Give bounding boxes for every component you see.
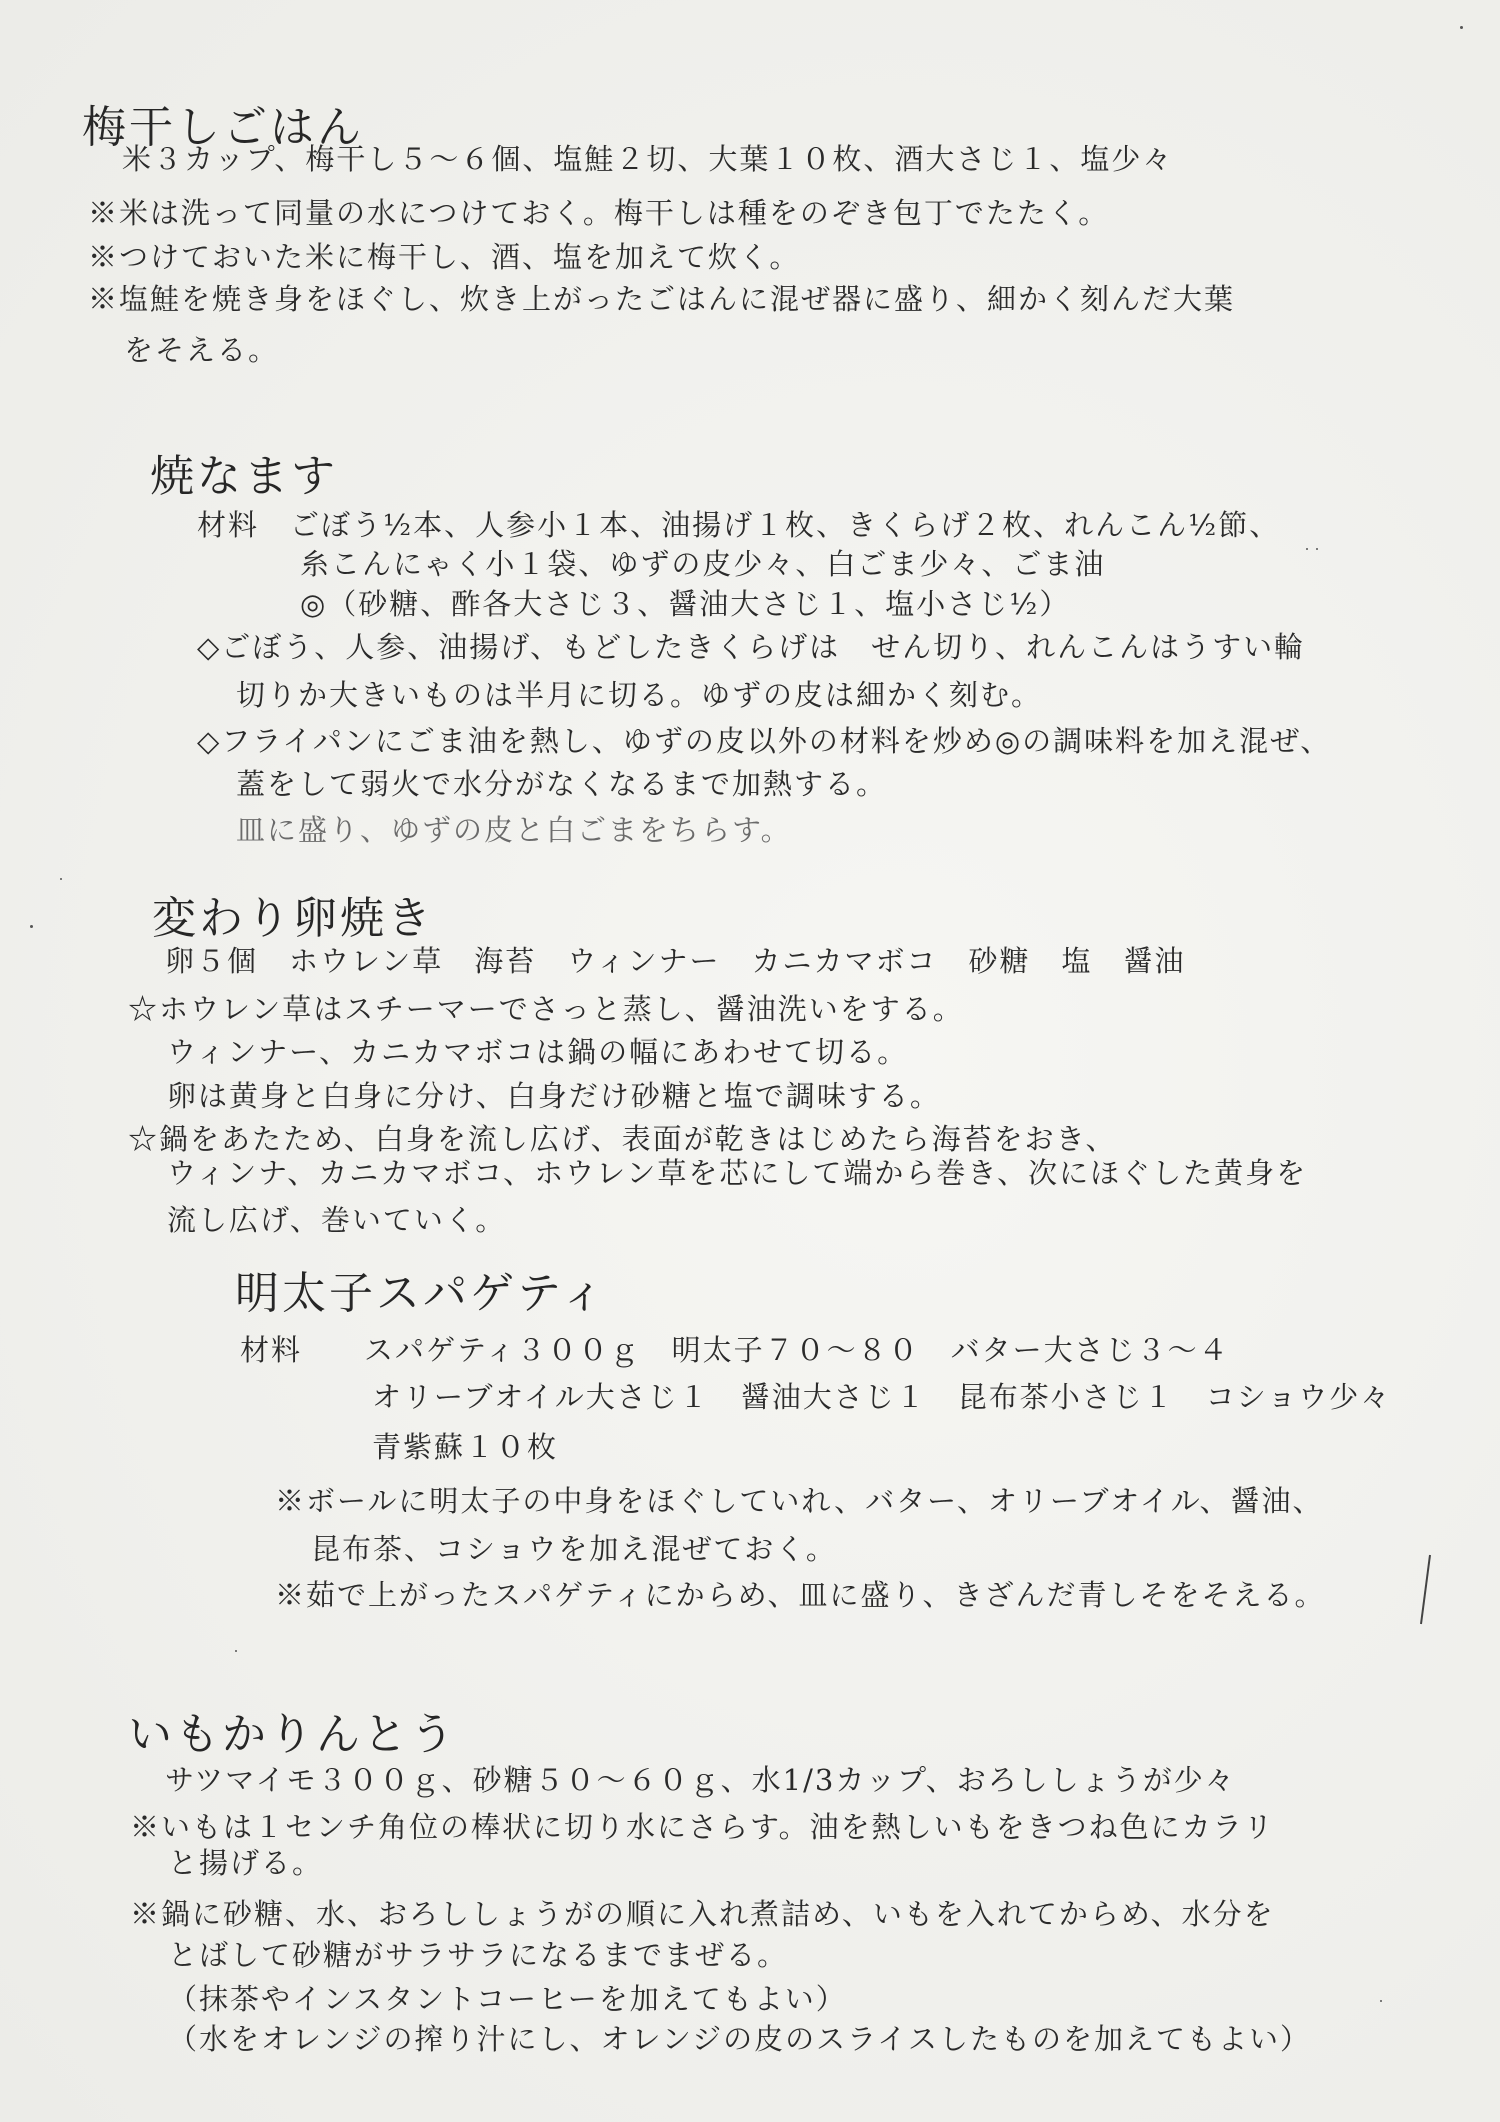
recipe-line: （抹茶やインスタントコーヒーを加えてもよい） xyxy=(168,1982,847,2016)
recipe-line: 蓋をして弱火で水分がなくなるまで加熱する。 xyxy=(236,767,888,801)
recipe-line: ウィンナー、カニカマボコは鍋の幅にあわせて切る。 xyxy=(167,1035,909,1069)
recipe-title-imo-karinto: いもかりんとう xyxy=(128,1709,457,1760)
recipe-line: ※茹で上がったスパゲティにからめ、皿に盛り、きざんだ青しそをそえる。 xyxy=(275,1578,1326,1612)
recipe-line: 糸こんにゃく小１袋、ゆずの皮少々、白ごま少々、ごま油 xyxy=(300,547,1106,581)
recipe-line: とばして砂糖がサラサラになるまでまぜる。 xyxy=(168,1938,789,1972)
recipe-line: ウィンナ、カニカマボコ、ホウレン草を芯にして端から巻き、次にほぐした黄身を xyxy=(167,1156,1308,1190)
recipe-title-kawari-tamagoyaki: 変わり卵焼き xyxy=(152,893,434,944)
recipe-line: 切りか大きいものは半月に切る。ゆずの皮は細かく刻む。 xyxy=(236,678,1043,712)
recipe-line: ※米は洗って同量の水につけておく。梅干しは種をのぞき包丁でたたく。 xyxy=(88,196,1110,230)
recipe-line: をそえる。 xyxy=(124,333,280,367)
recipe-line: 米３カップ、梅干し５～６個、塩鮭２切、大葉１０枚、酒大さじ１、塩少々 xyxy=(122,142,1174,176)
recipe-line: 皿に盛り、ゆずの皮と白ごまをちらす。 xyxy=(236,813,792,847)
recipe-title-umeboshi-gohan: 梅干しごはん xyxy=(82,102,364,153)
recipe-line: ※ボールに明太子の中身をほぐしていれ、バター、オリーブオイル、醤油、 xyxy=(275,1484,1324,1518)
recipe-line: と揚げる。 xyxy=(168,1846,324,1880)
recipe-line: ☆鍋をあたため、白身を流し広げ、表面が乾きはじめたら海苔をおき、 xyxy=(128,1122,1117,1156)
recipe-line: 流し広げ、巻いていく。 xyxy=(167,1203,507,1237)
recipe-line: オリーブオイル大さじ１ 醤油大さじ１ 昆布茶小さじ１ コショウ少々 xyxy=(372,1380,1392,1414)
recipe-line: 卵は黄身と白身に分け、白身だけ砂糖と塩で調味する。 xyxy=(167,1079,941,1113)
recipe-line: ※鍋に砂糖、水、おろししょうがの順に入れ煮詰め、いもを入れてからめ、水分を xyxy=(130,1897,1275,1931)
recipe-line: ◇フライパンにごま油を熱し、ゆずの皮以外の材料を炒め◎の調味料を加え混ぜ、 xyxy=(197,724,1332,758)
recipe-line: ☆ホウレン草はスチーマーでさっと蒸し、醤油洗いをする。 xyxy=(128,992,964,1026)
recipe-line: 材料 スパゲティ３００ｇ 明太子７０～８０ バター大さじ３～４ xyxy=(240,1333,1230,1367)
recipe-line: ◎（砂糖、酢各大さじ３、醤油大さじ１、塩小さじ½） xyxy=(300,587,1071,621)
recipe-line: サツマイモ３００ｇ、砂糖５０～６０ｇ、水1/3カップ、おろししょうが少々 xyxy=(165,1763,1236,1797)
recipe-line: 青紫蘇１０枚 xyxy=(372,1430,559,1464)
recipe-line: ◇ごぼう、人参、油揚げ、もどしたきくらげは せん切り、れんこんはうすい輪 xyxy=(197,630,1306,664)
recipe-line: ※いもは１センチ角位の棒状に切り水にさらす。油を熱しいもをきつね色にカラリ xyxy=(130,1810,1275,1844)
pen-mark xyxy=(1415,1550,1435,1630)
recipe-line: （水をオレンジの搾り汁にし、オレンジの皮のスライスしたものを加えてもよい） xyxy=(168,2022,1311,2056)
recipe-title-mentaiko-spaghetti: 明太子スパゲティ xyxy=(235,1268,608,1319)
recipe-line: 材料 ごぼう½本、人参小１本、油揚げ１枚、きくらげ２枚、れんこん½節、 xyxy=(197,508,1281,542)
recipe-line: ※塩鮭を焼き身をほぐし、炊き上がったごはんに混ぜ器に盛り、細かく刻んだ大葉 xyxy=(88,282,1236,316)
recipe-title-yakinamasu: 焼なます xyxy=(150,451,338,502)
recipe-line: ※つけておいた米に梅干し、酒、塩を加えて炊く。 xyxy=(88,240,801,274)
recipe-line: 昆布茶、コショウを加え混ぜておく。 xyxy=(311,1532,837,1566)
recipe-line: 卵５個 ホウレン草 海苔 ウィンナー カニカマボコ 砂糖 塩 醤油 xyxy=(165,944,1186,978)
